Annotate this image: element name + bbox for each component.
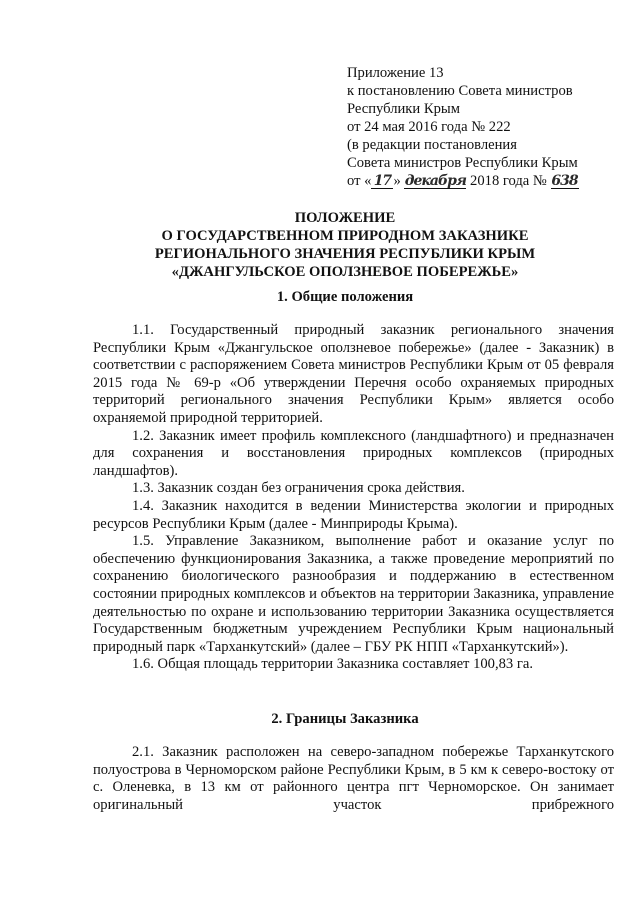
- appendix-line-2: к постановлению Совета министров: [347, 83, 573, 99]
- heading-line-3: РЕГИОНАЛЬНОГО ЗНАЧЕНИЯ РЕСПУБЛИКИ КРЫМ: [154, 246, 536, 262]
- appendix-line-6: Совета министров Республики Крым: [347, 155, 578, 171]
- paragraph-1-3: 1.3. Заказник создан без ограничения срока действия.: [132, 480, 465, 497]
- appendix-line-3: Республики Крым: [347, 101, 460, 117]
- heading-line-4: «ДЖАНГУЛЬСКОЕ ОПОЛЗНЕВОЕ ПОБЕРЕЖЬЕ»: [171, 264, 519, 280]
- date-prefix: от «: [347, 173, 372, 189]
- section-1-body: [93, 322, 614, 674]
- paragraph-1-6: 1.6. Общая площадь территории Заказника составляет 100,83 га.: [132, 656, 533, 673]
- paragraph-1-4: 1.4. Заказник находится в ведении Министерства экологии и природных ресурсов Республики Крым (далее - Минприроды Крыма).: [93, 497, 614, 532]
- paragraph-2-1: 2.1. Заказник расположен на северо-западном побережье Тарханкутского полуострова в Черноморском районе Республики Крым, в 5 км к северо-востоку от с. Оленевка, в 13 км от районного центра пгт Черноморское. Он занимает оригинальный участок прибрежного: [93, 744, 614, 813]
- appendix-date-line: [347, 172, 622, 190]
- appendix-line-4: от 24 мая 2016 года № 222: [347, 119, 511, 135]
- date-mid: »: [393, 173, 401, 189]
- section-2-body: [93, 744, 614, 814]
- heading-line-1: ПОЛОЖЕНИЕ: [294, 210, 396, 226]
- handwritten-day: 17: [371, 174, 393, 189]
- handwritten-number: 638: [551, 173, 578, 189]
- document-heading: [80, 209, 610, 281]
- paragraph-1-2: 1.2. Заказник имеет профиль комплексного (ландшафтного) и предназначен для сохранения и восстановления природных комплексов (природных ландшафтов).: [93, 427, 614, 479]
- appendix-line-1: Приложение 13: [347, 65, 444, 81]
- date-year: 2018 года №: [470, 173, 547, 189]
- heading-line-2: О ГОСУДАРСТВЕННОМ ПРИРОДНОМ ЗАКАЗНИКЕ: [161, 228, 529, 244]
- paragraph-1-5: 1.5. Управление Заказником, выполнение работ и оказание услуг по обеспечению функционирования Заказника, а также проведение мероприятий по сохранению биологического разнообразия и поддержанию в естественном состоянии природных комплексов и объектов на территории Заказника, управление деятельностью по охране и использованию территории Заказника осуществляется Государственным бюджетным учреждением Республики Крым национальный природный парк «Тарханкутский» (далее – ГБУ РК НПП «Тарханкутский»).: [93, 533, 614, 655]
- section-2-title: 2. Границы Заказника: [271, 711, 419, 727]
- paragraph-1-1: 1.1. Государственный природный заказник регионального значения Республики Крым «Джангульское оползневое побережье» (далее - Заказник) в соответствии с распоряжением Совета министров Республики Крым от 05 февраля 2015 года № 69-р «Об утверждении Перечня особо охраняемых природных территорий регионального значения Республики Крым» является особо охраняемой природной территорией.: [93, 322, 614, 426]
- section-1-title: 1. Общие положения: [276, 289, 414, 305]
- appendix-block: [347, 64, 622, 190]
- handwritten-month: декабря: [404, 173, 466, 189]
- appendix-line-5: (в редакции постановления: [347, 137, 517, 153]
